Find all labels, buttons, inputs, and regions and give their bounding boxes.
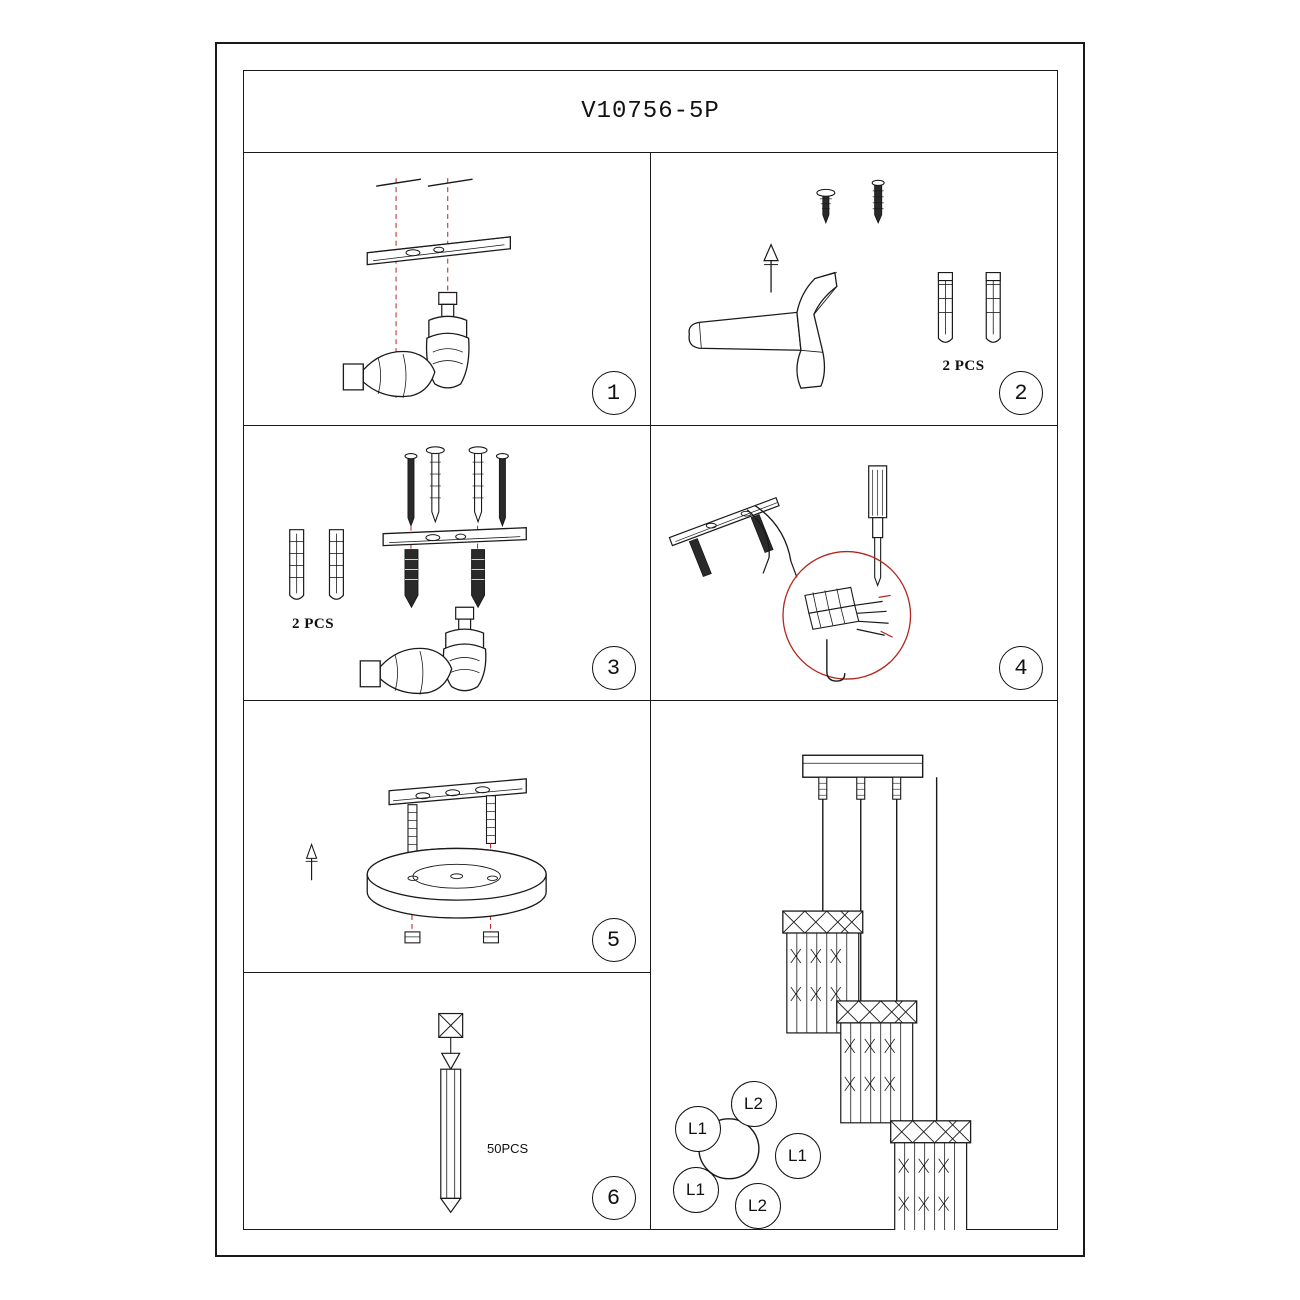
wiring-terminal-l2-bottom	[735, 1183, 781, 1229]
step-2-illustration	[651, 153, 1058, 425]
step-cell-1	[244, 153, 651, 426]
step-number-2: 2	[999, 371, 1043, 415]
step-6-illustration	[244, 973, 650, 1230]
step-cell-3	[244, 426, 651, 701]
wiring-terminal-l1-right	[775, 1133, 821, 1179]
wiring-terminal-l2-top	[731, 1081, 777, 1127]
title-band	[244, 71, 1057, 153]
step-number-1: 1	[592, 371, 636, 415]
final-assembly-cell	[651, 701, 1058, 1230]
instruction-grid	[243, 70, 1058, 1230]
step-cell-4	[651, 426, 1058, 701]
wiring-terminal-label: L1	[788, 1146, 807, 1165]
step-4-illustration	[651, 426, 1058, 700]
step-number-4: 4	[999, 646, 1043, 690]
step-number-6: 6	[592, 1176, 636, 1220]
wiring-terminal-l1-top	[675, 1106, 721, 1152]
step-3-illustration	[244, 426, 650, 700]
step-1-illustration	[244, 153, 650, 425]
step-cell-6	[244, 973, 651, 1230]
wiring-terminal-l1-bottom-left	[673, 1167, 719, 1213]
step-3-qty-label: 2 PCS	[292, 616, 335, 632]
step-2-qty-label: 2 PCS	[942, 358, 985, 374]
step-6-qty-label: 50PCS	[487, 1141, 529, 1156]
step-5-illustration	[244, 701, 650, 972]
page-title: V10756-5P	[581, 98, 720, 125]
wiring-terminal-label: L2	[748, 1196, 767, 1215]
final-assembly-illustration	[651, 701, 1058, 1230]
wiring-terminal-label: L2	[744, 1094, 763, 1113]
step-number-3: 3	[592, 646, 636, 690]
step-cell-5	[244, 701, 651, 973]
wiring-terminal-label: L1	[686, 1180, 705, 1199]
wiring-terminal-label: L1	[688, 1119, 707, 1138]
step-number-5: 5	[592, 918, 636, 962]
step-cell-2	[651, 153, 1058, 426]
